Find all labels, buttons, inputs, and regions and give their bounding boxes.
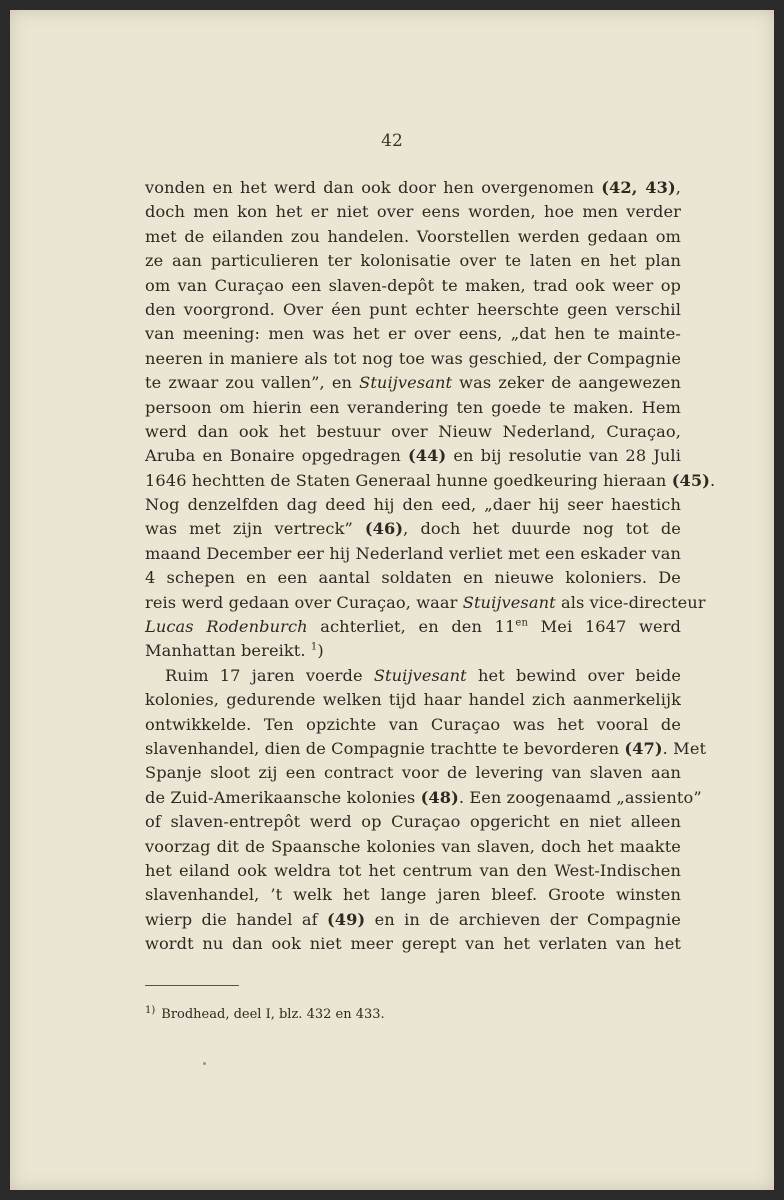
text-line — [145, 249, 681, 273]
text-span: Mei 1647 werd — [527, 617, 681, 637]
citation-ref: (49) — [327, 909, 366, 929]
text-span: om van Curaçao een slaven-depôt te maken, trad ook weer op — [145, 275, 681, 295]
citation-ref: (46) — [364, 519, 404, 539]
citation-ref: (45) — [671, 470, 710, 490]
text-line — [145, 566, 681, 590]
text-line — [145, 835, 681, 859]
text-span: wierp die handel af — [145, 909, 328, 929]
text-line — [145, 371, 681, 395]
citation-ref: (42, 43) — [601, 178, 676, 197]
italic-name: Stuijvesant — [373, 665, 467, 685]
text-span: Spanje sloot zij een contract voor de levering van slaven aan — [145, 763, 681, 783]
text-line — [145, 542, 681, 566]
text-line — [145, 761, 681, 785]
text-line — [145, 859, 681, 883]
text-span: ontwikkelde. Ten opzichte van Curaçao was het vooral de — [145, 714, 681, 734]
text-span: achterliet, en den 11 — [307, 617, 516, 637]
text-line — [145, 737, 707, 761]
text-line — [145, 396, 681, 420]
text-span: 4 schepen en een aantal soldaten en nieuwe koloniers. De — [145, 568, 681, 588]
text-span: Aruba en Bonaire opgedragen — [145, 446, 409, 466]
footnote-marker: 1) — [145, 1004, 156, 1016]
text-line — [145, 786, 702, 810]
text-span: als vice-directeur — [555, 592, 706, 612]
text-span: den voorgrond. Over éen punt echter heerschte geen verschil — [145, 299, 681, 319]
text-line — [145, 225, 681, 249]
body-text — [145, 176, 716, 957]
text-line — [145, 298, 681, 322]
text-span: met de eilanden zou handelen. Voorstellen werden gedaan om — [145, 226, 681, 246]
text-line — [145, 713, 681, 737]
text-span: te zwaar zou vallen”, en — [145, 373, 360, 393]
text-line — [145, 932, 681, 956]
text-span: wordt nu dan ook niet meer gerept van het verlaten van het — [145, 934, 681, 954]
footnote-text: Brodhead, deel I, blz. 432 en 433. — [161, 1007, 385, 1022]
text-span: , — [675, 178, 681, 197]
text-line — [145, 810, 681, 834]
text-span: werd dan ook het bestuur over Nieuw Nederland, Curaçao, — [145, 421, 681, 441]
text-span: Nog denzelfden dag deed hij den eed, „daer hij seer haestich — [145, 495, 681, 515]
text-span: reis werd gedaan over Curaçao, waar — [145, 592, 463, 612]
italic-name: Stuijvesant — [359, 373, 453, 393]
page-number: 42 — [381, 131, 403, 151]
text-span: Ruim 17 jaren voerde — [165, 665, 374, 685]
text-span: slavenhandel, dien de Compagnie trachtte te bevorderen — [145, 738, 625, 758]
text-span: vonden en het werd dan ook door hen overgenomen — [145, 178, 602, 197]
text-span: was zeker de aangewezen — [452, 373, 681, 393]
superscript: en — [515, 617, 528, 629]
footnote-divider — [145, 985, 239, 986]
text-span: . Met — [662, 738, 707, 758]
text-line — [145, 420, 681, 444]
text-span: maand December eer hij Nederland verliet met een eskader van — [145, 543, 681, 563]
text-span: Manhattan bereikt. — [145, 641, 311, 661]
italic-name: Stuijvesant — [462, 592, 556, 612]
paper-speck — [203, 1062, 206, 1065]
text-line — [145, 688, 681, 712]
text-span: slavenhandel, ’t welk het lange jaren bleef. Groote winsten — [145, 885, 681, 905]
text-line — [145, 639, 681, 663]
text-line — [145, 176, 681, 200]
text-span: persoon om hierin een verandering ten goede te maken. Hem — [145, 397, 681, 417]
text-line — [145, 517, 681, 541]
text-line — [145, 883, 681, 907]
text-span: neeren in maniere als tot nog toe was geschied, der Compagnie — [145, 348, 681, 368]
text-span: , doch het duurde nog tot de — [403, 519, 681, 539]
italic-name: Lucas Rodenburch — [145, 617, 308, 637]
book-page — [10, 10, 774, 1190]
text-line — [145, 274, 681, 298]
text-span: . Een zoogenaamd „assiento” — [458, 787, 702, 807]
text-line — [145, 469, 716, 493]
text-span: en in de archieven der Compagnie — [365, 909, 681, 929]
citation-ref: (44) — [408, 446, 447, 466]
text-span: voorzag dit de Spaansche kolonies van slaven, doch het maakte — [145, 836, 681, 856]
text-span: was met zijn vertreck” — [145, 519, 365, 539]
text-span: het eiland ook weldra tot het centrum van den West-Indischen — [145, 860, 681, 880]
text-line — [145, 664, 681, 688]
text-line — [145, 615, 681, 639]
text-span: . — [709, 470, 716, 490]
citation-ref: (47) — [624, 738, 663, 758]
footnote — [145, 1004, 385, 1022]
text-span: ) — [317, 641, 324, 661]
text-line — [145, 347, 681, 371]
text-span: kolonies, gedurende welken tijd haar handel zich aanmerkelijk — [145, 690, 681, 710]
citation-ref: (48) — [420, 787, 459, 807]
text-line — [145, 322, 681, 346]
text-span: en bij resolutie van 28 Juli — [446, 446, 681, 466]
text-line — [145, 493, 681, 517]
superscript: 1 — [310, 642, 318, 654]
text-span: van meening: men was het er over eens, „dat hen te mainte- — [145, 324, 681, 344]
text-span: het bewind over beide — [466, 665, 681, 685]
text-span: ze aan particulieren ter kolonisatie over te laten en het plan — [145, 251, 681, 271]
text-span: de Zuid-Amerikaansche kolonies — [145, 787, 421, 807]
text-line — [145, 591, 706, 615]
text-line — [145, 200, 681, 224]
text-span: of slaven-entrepôt werd op Curaçao opgericht en niet alleen — [145, 812, 681, 832]
text-line — [145, 908, 681, 932]
text-span: 1646 hechtten de Staten Generaal hunne goedkeuring hieraan — [145, 470, 672, 490]
text-span: doch men kon het er niet over eens worden, hoe men verder — [145, 202, 681, 222]
text-line — [145, 444, 681, 468]
